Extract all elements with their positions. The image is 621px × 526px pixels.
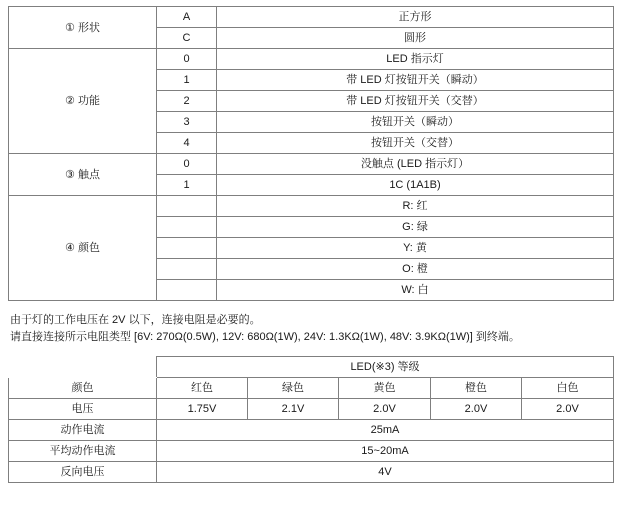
table-row (9, 399, 614, 420)
spec-code (157, 217, 217, 238)
spec-desc: Y: 黄 (217, 238, 614, 259)
notes-block (10, 312, 613, 346)
spec-desc: 没触点 (LED 指示灯） (217, 154, 614, 175)
spec-desc: R: 红 (217, 196, 614, 217)
voltage-value: 2.0V (431, 399, 522, 420)
spec-code: 2 (157, 91, 217, 112)
spec-desc: LED 指示灯 (217, 49, 614, 70)
spec-desc: W: 白 (217, 280, 614, 301)
row-label: 反向电压 (9, 462, 157, 483)
spec-group-label: ① 形状 (9, 7, 157, 49)
table-row (9, 196, 614, 217)
table-row (9, 7, 614, 28)
spec-desc: 按钮开关（瞬动） (217, 112, 614, 133)
color-header: 绿色 (248, 378, 339, 399)
spec-code: A (157, 7, 217, 28)
table-row (9, 378, 614, 399)
row-label-voltage: 电压 (9, 399, 157, 420)
spec-code (157, 280, 217, 301)
table-row (9, 420, 614, 441)
spec-desc: 带 LED 灯按钮开关（交替） (217, 91, 614, 112)
spec-code: 1 (157, 175, 217, 196)
spec-group-label: ② 功能 (9, 49, 157, 154)
spec-code: 0 (157, 49, 217, 70)
table-row (9, 441, 614, 462)
spec-desc: O: 橙 (217, 259, 614, 280)
color-header: 橙色 (431, 378, 522, 399)
row-label-color: 颜色 (9, 378, 157, 399)
empty-corner-cell (9, 357, 157, 378)
note-line-1: 由于灯的工作电压在 2V 以下，连接电阻是必要的。 (10, 314, 261, 326)
spec-desc: 带 LED 灯按钮开关（瞬动） (217, 70, 614, 91)
row-label: 动作电流 (9, 420, 157, 441)
spec-group-label: ④ 颜色 (9, 196, 157, 301)
led-group-header: LED(※3) 等级 (157, 357, 614, 378)
voltage-value: 2.1V (248, 399, 339, 420)
spec-table (8, 6, 614, 301)
voltage-value: 2.0V (339, 399, 431, 420)
table-row (9, 462, 614, 483)
spec-code (157, 259, 217, 280)
color-header: 白色 (522, 378, 614, 399)
spec-code: 3 (157, 112, 217, 133)
voltage-value: 1.75V (157, 399, 248, 420)
spec-code: C (157, 28, 217, 49)
spec-desc: 1C (1A1B) (217, 175, 614, 196)
row-value: 15~20mA (157, 441, 614, 462)
spec-desc: 圆形 (217, 28, 614, 49)
table-row (9, 49, 614, 70)
color-header: 黄色 (339, 378, 431, 399)
spec-desc: G: 绿 (217, 217, 614, 238)
table-row (9, 357, 614, 378)
spec-group-label: ③ 触点 (9, 154, 157, 196)
row-value: 25mA (157, 420, 614, 441)
spec-code: 1 (157, 70, 217, 91)
spec-desc: 按钮开关（交替） (217, 133, 614, 154)
voltage-value: 2.0V (522, 399, 614, 420)
color-header: 红色 (157, 378, 248, 399)
table-row (9, 154, 614, 175)
row-label: 平均动作电流 (9, 441, 157, 462)
spec-code (157, 196, 217, 217)
led-rating-table (8, 356, 614, 483)
spec-code: 0 (157, 154, 217, 175)
row-value: 4V (157, 462, 614, 483)
spec-code (157, 238, 217, 259)
spec-code: 4 (157, 133, 217, 154)
spec-desc: 正方形 (217, 7, 614, 28)
note-line-2: 请直接连接所示电阻类型 [6V: 270Ω(0.5W), 12V: 680Ω(1W), 24V: 1.3KΩ(1W), 48V: 3.9KΩ(1W)] 到终端。 (10, 331, 520, 343)
